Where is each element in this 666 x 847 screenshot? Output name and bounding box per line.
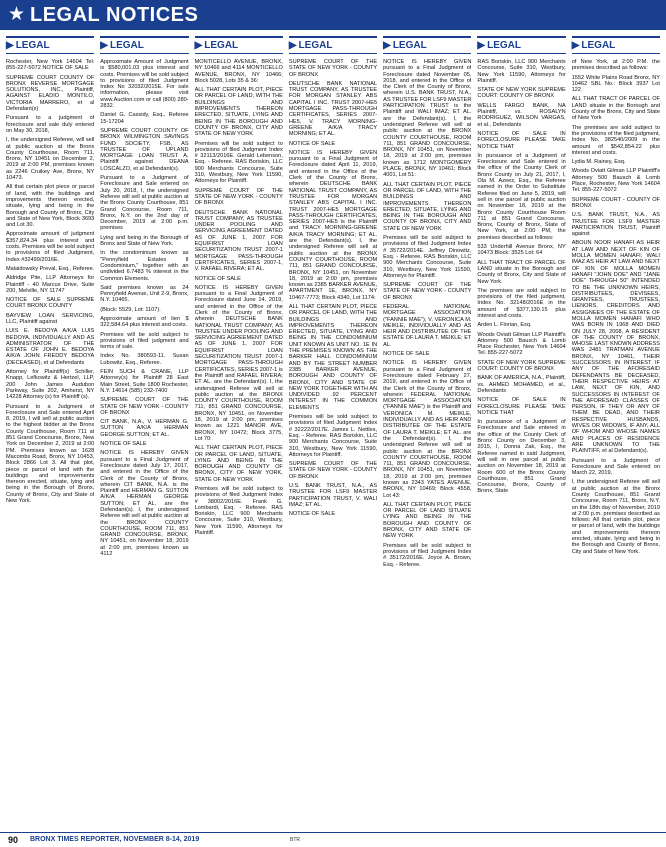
notice-paragraph: SUPREME COURT OF THE STATE OF NEW YORK - COUNTY OF BRONX (288, 461, 378, 480)
notice-paragraph: Lying and being in the Borough of Bronx and State of New York. (100, 234, 189, 248)
notice-paragraph: Pursuant to a Judgment of Foreclosure and Sale entered on July 20, 2018, I, the undersigned Referee will sell at public auction at the Bronx County Courthouse, 851 Grand Concourse, Room 711, Bronx, N.Y. on the 2nd day of December, 2019 at 2:00 p.m. premises (100, 175, 189, 232)
publication-line: BRONX TIMES REPORTER, NOVEMBER 8-14, 2019 (30, 836, 200, 843)
notice-paragraph: DEUTSCHE BANK NATIONAL TRUST COMPANY, AS TRUSTEE FOR MORGAN STANLEY ABS CAPITAL I INC. TRUST 2007-HE5 MORTGAGE PASS-THROUGH CERTIFICATES, SERIES 2007-HE5, V. TRACY MORNING-GREENE A/K/A TRACY MORNING; ET AL. (288, 80, 378, 138)
notice-paragraph: Aldridge Pite, LLP Attorneys for Plaintiff - 40 Marcus Drive, Suite 200, Melville, NY 11747 (6, 275, 95, 294)
notice-paragraph: (Block: 5529, Lot: 1107). (100, 306, 161, 313)
notice-paragraph: I, the undersigned Referee will sell at public auction at the Bronx County Courthouse, 851 Grand Concourse, Room 711, Bronx, N.Y. on the 18th day of November, 2019 at 2:00 p.m. premises described as follows: All that certain plot, piece or parcel of land, with the buildings and improvements thereon erected, situate, lying and being in the Borough and County of Bronx, City and State of New York. (571, 479, 660, 555)
notice-paragraph: Premises will be sold subject to provisions of filed Judgment Index # 35172/2016E. Joyce A. Brown, Esq. - Referee. (383, 542, 472, 568)
column-header (383, 36, 471, 54)
notice-paragraph: 533 Underhill Avenue Bronx, NY 10473 Block: 3525 Lot: 64 (477, 244, 566, 257)
chevron-right-icon: ▶ (571, 40, 580, 51)
notice-paragraph: U.S. BANK TRUST, N.A., AS TRUSTEE FOR LSF9 MASTER PARTICIPATION TRUST, Plaintiff against (571, 212, 660, 238)
notice-paragraph: Premises will be sold subject to provisions of filed Judgment Index # 38002/2016E. Frank G. Lombardi, Esq. - Referee. RAS Boriskin, LLC 900 Merchants Concourse, Suite 310, Westbury, New York 11590, Attorneys for Plaintiff. (194, 486, 283, 537)
notice-paragraph: ALL THAT CERTAIN PLOT, PIECE OR PARCEL OF LAND, WITH THE BUILDINGS AND IMPROVEMENTS THEREON ERECTED, SITUATE, LYING AND BEING IN THE BOROUGH AND COUNTY OF BRONX, CITY AND STATE OF NEW YORK (383, 181, 472, 232)
column-header (100, 36, 188, 54)
notice-paragraph: In pursuance of a Judgment of Foreclosure and Sale entered in the office of the County Clerk of Bronx County on December 3, 2015, I, Donna Zak, Esq., the Referee named in said Judgment, will sell in one parcel at public auction on November 18, 2019 at Room 600 of the Bronx County Courthouse, 851 Grand Concourse, Bronx, County of Bronx, State (477, 419, 566, 495)
notice-paragraph: MONTICELLO AVENUE, BRONX, NY 10466 and 4114 MONTICELLO AVENUE, BRONX, NY 10466; Block 5028, Lots 35 & 36: (194, 59, 283, 84)
column-body (572, 59, 660, 828)
column-label: LEGAL (392, 40, 427, 51)
notice-paragraph: NOTICE OF SALE SUPREME COURT BRONX COUNTY (6, 297, 95, 310)
notice-paragraph: NOTICE OF SALE IN FORECLOSURE PLEASE TAKE NOTICE THAT (477, 130, 566, 150)
notice-paragraph: Woods Oviatt Gilman LLP Plaintiff's Attorney 500 Bausch & Lomb Place Rochester, New York 14604 Tel. 855-227-5072 (477, 331, 566, 357)
notice-paragraph: 1552 White Plains Road Bronx, NY 10462 SBL No.: Block 3937 Lot 122 (571, 74, 660, 94)
chevron-right-icon: ▶ (194, 40, 203, 51)
notice-paragraph: Arden L. Florian, Esq. (477, 322, 532, 329)
notice-paragraph: The premises are sold subject to provisions of the filed judgment, Index No. 32148/2016E in the amount of $377,130.15 plus interest and costs. (477, 287, 566, 319)
column-label: LEGAL (15, 40, 50, 51)
notice-paragraph: SUPREME COURT OF THE STATE OF NEW YORK - COUNTY OF BRONX (194, 187, 283, 207)
notice-paragraph: NOTICE OF SALE (100, 441, 147, 448)
notice-paragraph: of New York, at 2:00 P.M. the premises described as follows: (571, 59, 660, 72)
page-title: LEGAL NOTICES (30, 4, 199, 26)
notice-paragraph: Lydia M. Rainey, Esq. (571, 159, 626, 166)
notice-paragraph: U.S. BANK TRUST, N.A., AS TRUSTEE FOR LSF9 MASTER PARTICIPATION TRUST, V. WALI IMAZ; ET AL. (288, 483, 378, 508)
notice-column (195, 36, 283, 828)
notice-paragraph: SUPREME COURT OF THE STATE OF NEW YORK - COUNTY OF BRONX (100, 397, 189, 416)
column-header (6, 36, 94, 54)
notice-paragraph: Pursuant to a Judgment of Foreclosure and Sale entered on March 22, 2019, (571, 457, 660, 477)
page-footer (0, 832, 666, 847)
notice-paragraph: NOTICE IS HEREBY GIVEN pursuant to a Final Judgment of Foreclosure dated July 17, 2017, and entered in the Office of the Clerk of the County of Bronx, wherein CIT BANK, N.A. is the Plaintiff and HERMAN G. SUTTON A/K/A HERMAN GEORGE SUTTON; ET AL. are the Defendant(s). I, the undersigned Referee will sell at public auction at the BRONX COUNTY COURTHOUSE, ROOM 711, 851 GRAND CONCOURSE, BRONX, NY 10451, on November 18, 2019 at 2:00 pm, premises known as 4112 (100, 450, 189, 558)
notice-column (477, 36, 565, 828)
notice-paragraph: Approximate Amount of Judgment is $580,001.03 plus interest and costs. Premises will be sold subject to provisions of filed Judgment Index No 32032/2015E. For sale information, please visit www.Auction.com or call (800) 280-2832. (100, 59, 189, 110)
notice-paragraph: FEDERAL NATIONAL MORTGAGE ASSOCIATION ("FANNIE MAE"), V. VERONICA M. MEIKLE, INDIVIDUALLY AND AS HEIR AND DISTRIBUTEE OF THE ESTATE OF LAURA T. MEIKLE; ET AL. (383, 303, 472, 348)
notice-paragraph: Premises will be sold subject to provisions of filed Judgment Index # 32113/2016E. Gerald Lebenson, Esq. - Referee. RAS Boriskin, LLC 900 Merchants Concourse, Suite 310, Westbury, New York 11590, Attorneys for Plaintiff. (194, 140, 283, 185)
column-label: LEGAL (487, 40, 521, 51)
star-icon: ★ (8, 4, 26, 25)
page-number: 90 (8, 835, 19, 845)
column-body (477, 59, 565, 828)
notice-paragraph: ALL THAT CERTAIN PLOT, PIECE OR PARCEL OF LAND, SITUATE, LYING AND BEING IN THE BOROUGH AND COUNTY OF BRONX, CITY OF NEW YORK, STATE OF NEW YORK (194, 445, 283, 483)
chevron-right-icon: ▶ (6, 40, 14, 51)
notice-paragraph: SUPREME COURT COUNTY OF BRONX WILMINGTON SAVINGS FUND SOCIETY, FSB, AS TRUSTEE OF UPLAND MORTGAGE LOAN TRUST A, Plaintiff against DEANA LOSCALZO, et al Defendant(s). (100, 127, 189, 172)
notice-paragraph: Pursuant to a judgment of foreclosure and sale duly entered on May 30, 2018, (6, 115, 95, 134)
notice-paragraph: STATE OF NEW YORK SUPREME COURT: COUNTY OF BRONX (477, 359, 566, 373)
notice-paragraph: SUPREME COURT OF THE STATE OF NEW YORK - COUNTY OF BRONX (288, 59, 378, 78)
notice-paragraph: SUPREME COURT - COUNTY OF BRONX (571, 196, 660, 209)
notice-paragraph: ABOUN NOOR HANAFI AS HEIR AT LAW AND NEXT OF KIN OF MOLLA MOMEN HANAFI; WALI IMAZ AS HEIR AT LAW AND NEXT OF KIN OF MOLLA MOMEN HANAFI "JOHN DOE" AND "JANE DOE" THROUGH 50" INTENDED TO BE THE UNKNOWN HEIRS, DISTRIBUTEES, DEVISEES, GRANTEES, TRUSTEES, LIENORS, CREDITORS AND ASSIGNEES OF THE ESTATE OF MOLLA MOMEN HANAFI WHO WAS BORN IN 1968 AND DIED ON JULY 28, 2008, A RESIDENT OF THE COUNTY OF BRONX, WHOSE LAST KNOWN ADDRESS WAS 2481 TRATMAN AVENUE BRONX, NY 10461, THEIR SUCCESSORS IN INTEREST IF ANY OF THE AFORESAID DEFENDANTS BE DECEASED, THEIR RESPECTIVE HEIRS AT LAW, NEXT OF KIN, AND SUCCESSORS IN INTEREST OF THE AFORESAID CLASSES OF PERSON, IF THEY OR ANY OF THEM BE DEAD, AND THEIR RESPECTIVE HUSBANDS, WIVES OR WIDOWS, IF ANY, ALL OF WHOM AND WHOSE NAMES AND PLACES OF RESIDENCE ARE UNKNOWN TO THE PLAINTIFF, et al Defendant(s). (571, 240, 660, 455)
notice-paragraph: LUIS E. BEDOYA A/K/A LUIS BEDOYA, INDIVIDUALLY AND AS ADMINISTRATOR OF THE ESTATE OF JOHN E. BEDOYA A/K/A JOHN FREDDY BEDOYA (DECEASED), et al Defendants (6, 328, 95, 366)
notice-paragraph: NOTICE IS HEREBY GIVEN pursuant to a Final Judgment of Foreclosure dated June 14, 2019, and entered in the Office of the Clerk of the County of Bronx, wherein DEUTSCHE BANK NATIONAL TRUST COMPANY, AS TRUSTEE UNDER POOLING AND SERVICING AGREEMENT DATED AS OF JUNE 1, 2007 FOR EQUIFIRST LOAN SECURITIZATION TRUST 2007-1 MORTGAGE PASS-THROUGH CERTIFICATES, SERIES 2007-1 is the Plaintiff and RAFAEL RIVERA; ET AL. are the Defendant(s). I, the undersigned Referee will sell at public auction at the BRONX COUNTY COURTHOUSE, ROOM 711, 851 GRAND CONCOURSE, BRONX, NY 10451, on November 18, 2019 at 2:00 pm, premises known as 1221 MANOR AVE, BRONX, NY 10472; Block 3775, Lot 70: (194, 284, 283, 442)
column-header (477, 36, 565, 54)
notice-paragraph: NOTICE OF SALE (194, 275, 241, 282)
notice-paragraph: In the condominium known as "Pennyfield Estates II Condominium," together with an undivided 6.7483 % interest in the Common Elements. (100, 250, 189, 282)
notice-columns (6, 36, 660, 828)
notice-paragraph: BAYVIEW LOAN SERVICING, LLC, Plaintiff against (6, 312, 95, 325)
notice-paragraph: CIT BANK, N.A., V. HERMAN G. SUTTON A/K/A HERMAN GEORGE SUTTON; ET AL. (100, 419, 189, 438)
notice-column (383, 36, 471, 828)
notice-paragraph: Index No. 380593-11. Susan Lubowitz, Esq., Referee. (100, 353, 189, 366)
notice-paragraph: WELLS FARGO BANK, NA Plaintiff, vs. ROSALYN RODRIGUEZ, WILSON VARGAS, et al., Defendants (477, 102, 566, 128)
column-body (100, 59, 188, 828)
chevron-right-icon: ▶ (100, 40, 108, 51)
chevron-right-icon: ▶ (383, 40, 391, 51)
publication-tag: BTR (290, 837, 300, 843)
notice-paragraph: ALL THAT CERTAIN PLOT, PIECE OR PARCEL OF LAND, WITH THE BUILDINGS AND IMPROVEMENTS THEREON ERECTED, SITUATE, LYING AND BEING IN THE CONDOMINIUM UNIT KNOWN AS UNIT NO. 1E IN THE PREMISES KNOWN AS THE BARKER HALL CONDOMINIUM AND BY THE STREET NUMBER 2385 BARKER AVENUE, BOROUGH AND COUNTY OF BRONX, CITY AND STATE OF NEW YORK TOGETHER WITH AN UNDIVIDED .92 PERCENT INTEREST IN THE COMMON ELEMENTS (288, 303, 378, 411)
notice-column (6, 36, 94, 828)
notice-paragraph: The premises are sold subject to the provisions of the filed judgment, Index No. 382540/2009 in the amount of $542,854.22 plus interest and costs. (571, 124, 660, 156)
column-header (289, 36, 377, 54)
notice-paragraph: In pursuance of a Judgment of Foreclosure and Sale entered in the office of the County Clerk of Bronx County on July 21, 2017, I, Ola M. Azeez, Esq., the Referee named in the Order to Substitute Referee filed on June 5, 2019, will sell in one parcel at public auction on November 18, 2019 at the Bronx County Courthouse Room 711 at 851 Grand Concourse, Bronx, County of Bronx, State of New York, at 2:00 PM, the premises described as follows: (477, 152, 566, 241)
column-label: LEGAL (204, 40, 239, 51)
notice-paragraph: Attorney for Plaintiff(s) Schiller, Knapp, Lefkowitz & Hertzel, LLP, 200 John James Audubon Parkway, Suite 202, Amherst, NY 14228 Attorney (s) for Plaintiff (s). (6, 369, 95, 401)
column-body (195, 59, 283, 828)
notice-paragraph: Daniel G. Cassidy, Esq., Referee 15-17204 (100, 112, 189, 125)
notice-paragraph: Premises will be sold subject to provisions of filed Judgment Index # 32222/2017E. James L. Nettles, Esq. - Referee. RAS Boriskin, LLC 900 Merchants Concourse, Suite 310, Westbury, New York 11590, Attorneys for Plaintiff. (288, 414, 378, 458)
notice-paragraph: Pursuant to a Judgment of Foreclosure and Sale entered April 8, 2019, I will sell at public auction to the highest bidder at the Bronx County Courthouse, Room 711 at 851 Grand Concourse, Bronx, New York on December 2, 2019 at 2:00 PM. Premises known as 1628 Macombs Road, Bronx, NY 10453, Block 2866 Lot 3. All that plot, piece or parcel of land with the buildings and improvements thereon erected, situate, lying and being in the Borough of Bronx, County of Bronx, City and State of New York. (6, 403, 95, 504)
notice-paragraph: BANK OF AMERICA, N.A., Plaintiff, vs. AHMED MOHAMED, et al., Defendants (477, 375, 566, 394)
legal-notices-banner (0, 0, 666, 30)
column-label: LEGAL (581, 40, 616, 51)
notice-paragraph: Rochester, New York 14604 Tel: 855-227-5072 NOTICE OF SALE (6, 59, 95, 72)
column-header (572, 36, 660, 54)
notice-paragraph: RAS Boriskin, LLC 900 Merchants Concourse, Suite 310, Westbury, New York 11590, Attorneys for Plaintiff. (477, 59, 566, 84)
notice-paragraph: NOTICE OF SALE (288, 140, 336, 147)
column-body (289, 59, 377, 828)
column-body (6, 59, 94, 828)
notice-paragraph: NOTICE IS HEREBY GIVEN pursuant to a Final Judgment of Foreclosure dated November 05, 2018, and entered in the Office of the Clerk of the County of Bronx, wherein U.S. BANK TRUST, N.A., AS TRUSTEE FOR LSF9 MASTER PARTICIPATION TRUST is the Plaintiff and WALI IMAZ; ET AL. are the Defendant(s). I, the undersigned Referee will sell at public auction at the BRONX COUNTY COURTHOUSE, ROOM 711, 851 GRAND CONCOURSE, BRONX, NY 10451, on November 18, 2019 at 2:00 pm, premises known as 1712 MONTGOMERY PLACE, BRONX, NY 10461; Block 4001, Lot 51: (383, 59, 472, 179)
notice-paragraph: FEIN SUCH & CRANE, LLP Attorney(s) for Plaintiff 28 East Main Street, Suite 1800 Rochester, N.Y. 14614 (585) 232-7400 (100, 369, 189, 394)
notice-paragraph: Premises will be sold subject to provisions of filed judgment and terms of sale. (100, 331, 189, 351)
notice-paragraph: SUPREME COURT COUNTY OF BRONX REVERSE MORTGAGE SOLUTIONS, INC., Plaintiff, AGAINST ELADIO MONTILO, VICTORIA MARRERO, et al Defendant(s) (6, 74, 95, 113)
notice-paragraph: ALL THAT CERTAIN PLOT, PIECE OR PARCEL OF LAND SITUATE LYING AND BEING IN THE BOROUGH AND COUNTY OF BRONX, CITY AND STATE OF NEW YORK (383, 501, 472, 540)
column-label: LEGAL (109, 40, 144, 51)
notice-paragraph: STATE OF NEW YORK SUPREME COURT: COUNTY OF BRONX (477, 87, 566, 100)
notice-paragraph: Malaidowsky Preval, Esq., Referee. (6, 265, 95, 272)
column-body (383, 59, 471, 828)
notice-paragraph: ALL THAT TRACT OF PARCEL OF LAND situate in the Borough and County of the Bronx, City and State of New York (571, 96, 660, 122)
notice-paragraph: Said premises known as 24 Pennyfield Avenue, Unit 2-9, Bronx, N.Y. 10465. (100, 284, 189, 304)
notice-paragraph: ALL THAT CERTAIN PLOT, PIECE OR PARCEL OF LAND, WITH THE BUILDINGS AND IMPROVEMENTS THEREON ERECTED, SITUATE, LYING AND BEING IN THE BOROUGH AND COUNTY OF BRONX, CITY AND STATE OF NEW YORK (194, 87, 283, 138)
notice-paragraph: NOTICE IS HEREBY GIVEN pursuant to a Final Judgment of Foreclosure dated February 27, 2019, and entered in the Office of the Clerk of the County of Bronx, wherein FEDERAL NATIONAL MORTGAGE ASSOCIATION ("FANNIE MAE") is the Plaintiff and VERONICA M. MEIKLE, INDIVIDUALLY AND AS HEIR AND DISTRIBUTEE OF THE ESTATE OF LAURA T. MEIKLE; ET AL. are the Defendant(s). I, the undersigned Referee will sell at public auction at the BRONX COUNTY COURTHOUSE, ROOM 711, 851 GRAND CONCOURSE, BRONX, NY 10451, on November 18, 2019 at 2:00 pm, premises known as 2343 YATES AVENUE, BRONX, NY 10469; Block 4558, Lot 43: (383, 360, 472, 499)
column-label: LEGAL (298, 40, 333, 51)
chevron-right-icon: ▶ (477, 40, 486, 51)
notice-paragraph: DEUTSCHE BANK NATIONAL TRUST COMPANY, AS TRUSTEE UNDER POOLING AND SERVICING AGREEMENT DATED AS OF JUNE 1, 2007 FOR EQUIFIRST LOAN SECURITIZATION TRUST 2007-1 MORTGAGE PASS-THROUGH CERTIFICATES, SERIES 2007-1, V. RAFAEL RIVERA; ET AL. (194, 209, 283, 273)
notice-paragraph: SUPREME COURT OF THE STATE OF NEW YORK - COUNTY OF BRONX (383, 282, 472, 301)
notice-paragraph: ALL THAT TRACT OF PARCEL OF LAND situate in the Borough and County of Bronx, City and State of New York. (477, 259, 566, 285)
notice-column (572, 36, 660, 828)
notice-paragraph: NOTICE OF SALE (383, 351, 430, 358)
notice-column (100, 36, 188, 828)
notice-paragraph: NOTICE IS HEREBY GIVEN pursuant to a Final Judgment of Foreclosure dated April 11, 2019, and entered in the Office of the Clerk of the County of Bronx, wherein DEUTSCHE BANK NATIONAL TRUST COMPANY, AS TRUSTEE FOR MORGAN STANLEY ABS CAPITAL I INC. TRUST 2007-HE5 MORTGAGE PASS-THROUGH CERTIFICATES, SERIES 2007-HE5 is the Plaintiff and TRACY MORNING-GREENE A/K/A TRACY MORNING; ET AL. are the Defendant(s). I, the undersigned Referee will sell at public auction at the BRONX COUNTY COURTHOUSE, ROOM 711, 851 GRAND CONCOURSE, BRONX, NY 10451, on November 18, 2019 at 2:00 pm, premises known as 2385 BARKER AVENUE, APARTMENT 1E, BRONX, NY 10467-7773; Block 4340, Lot 1174: (288, 149, 378, 301)
notice-paragraph: Woods Oviatt Gilman LLP Plaintiff's Attorney 500 Bausch & Lomb Place, Rochester, New York 14604 Tel. 855-227-5072 (571, 168, 660, 194)
notice-paragraph: All that certain plot piece or parcel of land, with the buildings and improvements thereon erected, situate, lying and being in the Borough and County of Bronx, City and State of New York, Block 3693 and Lot 30. (6, 184, 95, 229)
notice-column (289, 36, 377, 828)
notice-paragraph: Approximate amount of lien $ 322,584.64 plus interest and costs. (100, 315, 189, 329)
notice-paragraph: I, the undersigned Referee, will sell at public auction at the Bronx County Courthouse, Room 711, Bronx, NY 10451 on December 2, 2019 at 2:00 PM, premises known as 2246 Cruikey Ave, Bronx, NY 10473. (6, 137, 95, 182)
column-header (195, 36, 283, 54)
notice-paragraph: NOTICE OF SALE (288, 511, 336, 518)
notice-paragraph: Premises will be sold subject to provisions of filed Judgment Index # 35722/2014E. Jeffrey Dinowitz, Esq. - Referee. RAS Boriskin, LLC 900 Merchants Concourse, Suite 310, Westbury, New York 11590, Attorneys for Plaintiff. (383, 235, 472, 279)
chevron-right-icon: ▶ (288, 40, 297, 51)
notice-paragraph: Approximate amount of judgment $357,824.34 plus interest and costs. Premises will be sold subject to provisions of filed Judgment, Index #32499/2016E. (6, 231, 95, 263)
notice-paragraph: NOTICE OF SALE IN FORECLOSURE PLEASE TAKE NOTICE THAT (477, 397, 566, 416)
